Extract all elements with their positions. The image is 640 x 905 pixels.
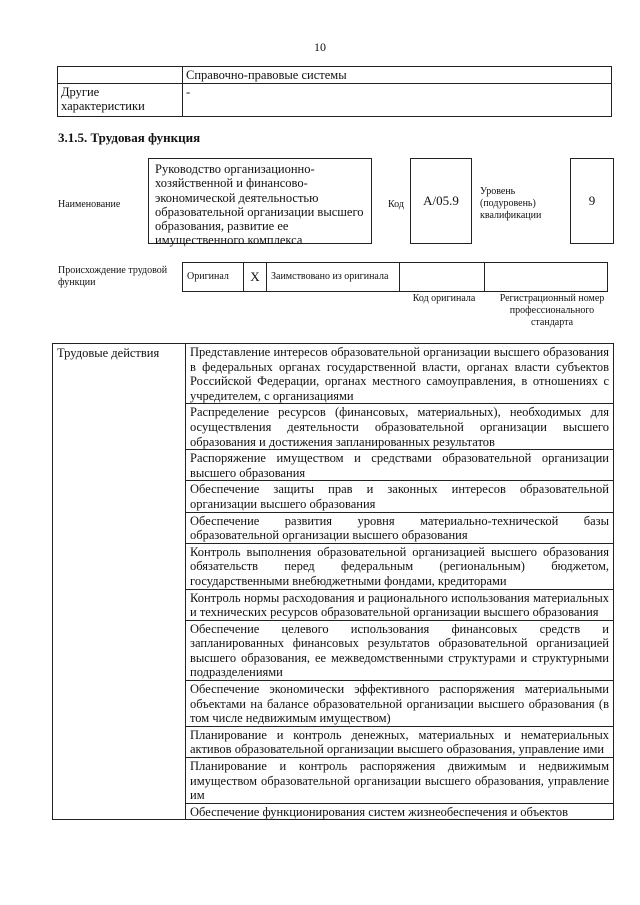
borrowed-label: Заимствовано из оригинала <box>267 263 400 292</box>
labor-actions-label: Трудовые действия <box>53 344 186 820</box>
other-characteristics-label: Другие характеристики <box>58 84 183 117</box>
list-item: Обеспечение целевого использования финансовых средств и запланированных финансовых результатов образовательной организацией высшего образования, ее межведомственными структурами и структурными подразделениями <box>186 621 613 681</box>
function-code-box: A/05.9 <box>410 158 472 244</box>
origin-table <box>182 262 608 292</box>
original-mark: X <box>244 263 267 292</box>
other-characteristics-value: - <box>183 84 612 117</box>
origin-label: Происхождение трудовой функции <box>58 265 168 288</box>
function-name-box: Руководство организационно-хозяйственной и финансово-экономической деятельностью образовательной организации высшего образования, развитие ее имущественного комплекса <box>148 158 372 244</box>
reg-number-cell <box>485 263 608 292</box>
other-characteristics-table <box>57 66 612 117</box>
qualification-level-box: 9 <box>570 158 614 244</box>
legal-systems-cell: Справочно-правовые системы <box>183 67 612 84</box>
list-item: Распределение ресурсов (финансовых, материальных), необходимых для осуществления деятельности образовательной организации высшего образования и достижения запланированных результатов <box>186 404 613 450</box>
qualification-level-label: Уровень (подуровень) квалификации <box>480 186 542 221</box>
code-label: Код <box>388 199 404 210</box>
list-item: Обеспечение экономически эффективного распоряжения материальными объектами на балансе образовательной организации высшего образования (в том числе недвижимым имуществом) <box>186 681 613 727</box>
list-item: Обеспечение функционирования систем жизнеобеспечения и объектов <box>190 804 568 819</box>
list-item: Планирование и контроль распоряжения движимым и недвижимым имуществом образовательной организации высшего образования, управление им <box>186 758 613 804</box>
section-title: 3.1.5. Трудовая функция <box>58 130 201 145</box>
code-original-caption: Код оригинала <box>412 293 476 304</box>
labor-actions-list <box>186 344 614 820</box>
list-item: Распоряжение имуществом и средствами образовательной организации высшего образования <box>186 450 613 481</box>
labor-actions-table <box>52 343 614 820</box>
original-label: Оригинал <box>183 263 244 292</box>
list-item: Обеспечение защиты прав и законных интересов образовательной организации высшего образования <box>186 481 613 512</box>
list-item: Контроль нормы расходования и рационального использования материальных и технических ресурсов образовательной организации высшего образования <box>186 590 613 621</box>
list-item: Планирование и контроль денежных, материальных и нематериальных активов образовательной организации высшего образования, управление ими <box>186 727 613 758</box>
reg-number-caption: Регистрационный номер профессионального стандарта <box>499 293 605 328</box>
name-label: Наименование <box>58 199 121 210</box>
code-original-cell <box>400 263 485 292</box>
empty-cell <box>58 67 183 84</box>
page-number: 10 <box>314 40 326 54</box>
list-item: Контроль выполнения образовательной организацией высшего образования обязательств перед федеральным (региональным) бюджетом, государственными внебюджетными фондами, кредиторами <box>186 544 613 590</box>
list-item: Представление интересов образовательной организации высшего образования в федеральных органах государственной власти, органах власти субъектов Российской Федерации, органах местного самоуправления, в отношениях с учредителем, с организациями <box>186 344 613 404</box>
list-item: Обеспечение развития уровня материально-технической базы образовательной организации высшего образования <box>186 513 613 544</box>
